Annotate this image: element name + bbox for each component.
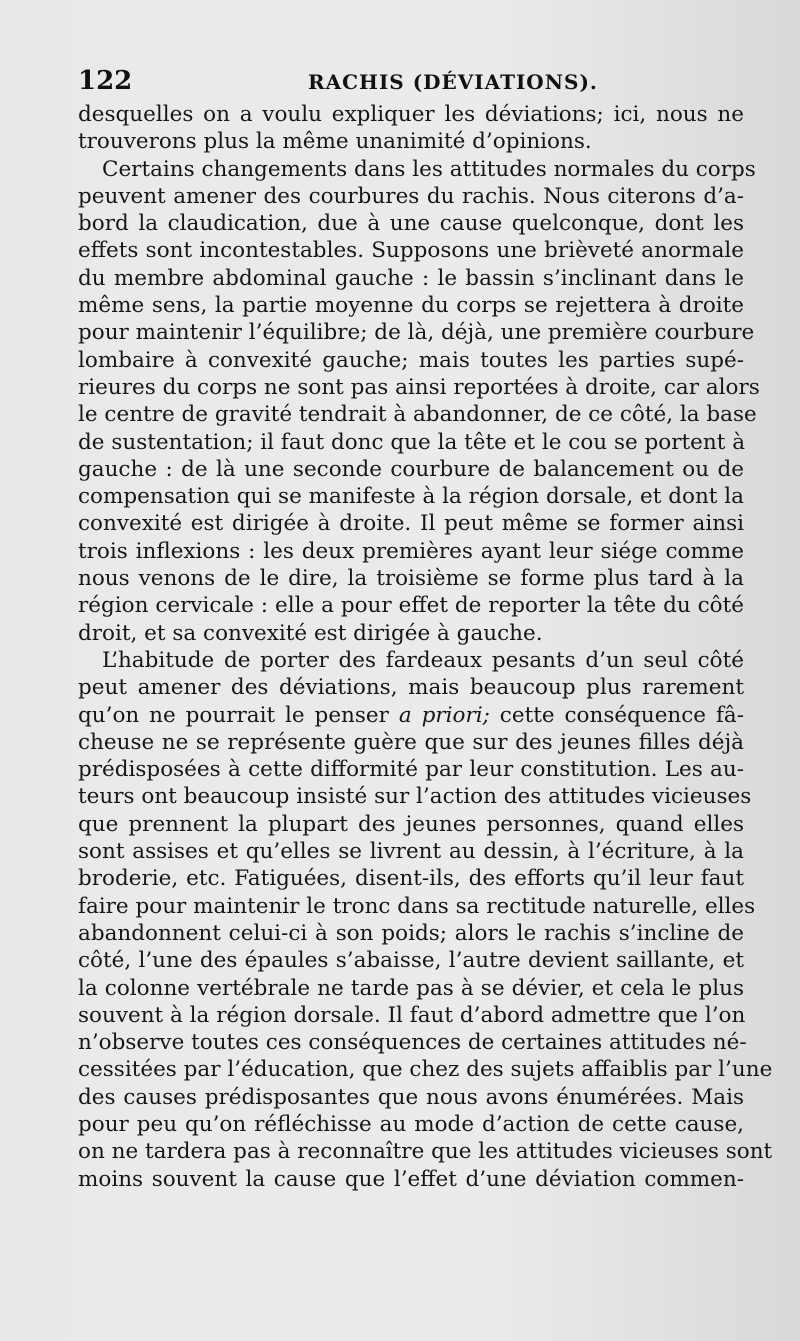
italic-phrase: a priori; (398, 702, 490, 728)
text-line: de sustentation; il faut donc que la tête et le cou se portent à (78, 429, 746, 455)
text-line: faire pour maintenir le tronc dans sa rectitude naturelle, elles (78, 893, 756, 919)
text-line: du membre abdominal gauche : le bassin s’inclinant dans le (78, 265, 744, 291)
text-line: trouverons plus la même unanimité d’opinions. (78, 129, 592, 155)
text-line: région cervicale : elle a pour effet de reporter la tête du côté (78, 593, 744, 619)
text-line: droit, et sa convexité est dirigée à gauche. (78, 620, 543, 646)
text-line: nous venons de le dire, la troisième se forme plus tard à la (78, 566, 744, 592)
text-line (78, 702, 744, 729)
text-line: que prennent la plupart des jeunes personnes, quand elles (78, 811, 744, 837)
text-line: compensation qui se manifeste à la région dorsale, et dont la (78, 484, 744, 510)
text-line: même sens, la partie moyenne du corps se rejettera à droite (78, 293, 744, 319)
text-line: effets sont incontestables. Supposons une brièveté anormale (78, 238, 744, 264)
text-line: prédisposées à cette difformité par leur constitution. Les au- (78, 757, 744, 783)
text-line: le centre de gravité tendrait à abandonner, de ce côté, la base (78, 402, 757, 428)
text-line: bord la claudication, due à une cause quelconque, dont les (78, 211, 744, 237)
text-line: teurs ont beaucoup insisté sur l’action des attitudes vicieuses (78, 784, 752, 810)
text-line: n’observe toutes ces conséquences de certaines attitudes né- (78, 1030, 747, 1056)
text-line: cessitées par l’éducation, que chez des sujets affaiblis par l’une (78, 1057, 773, 1083)
text-line: cheuse ne se représente guère que sur des jeunes filles déjà (78, 729, 744, 755)
text-line: la colonne vertébrale ne tarde pas à se dévier, et cela le plus (78, 975, 744, 1001)
text-line: sont assises et qu’elles se livrent au dessin, à l’écriture, à la (78, 839, 744, 865)
text-line: convexité est dirigée à droite. Il peut même se former ainsi (78, 511, 744, 537)
text-line: des causes prédisposantes que nous avons énumérées. Mais (78, 1084, 744, 1110)
text-line: peuvent amener des courbures du rachis. Nous citerons d’a- (78, 183, 744, 209)
text-line: L’habitude de porter des fardeaux pesants d’un seul côté (102, 647, 744, 673)
text-line: lombaire à convexité gauche; mais toutes les parties supé- (78, 347, 744, 373)
text-line: moins souvent la cause que l’effet d’une déviation commen- (78, 1166, 744, 1192)
text-line: rieures du corps ne sont pas ainsi reportées à droite, car alors (78, 374, 760, 400)
text-line: trois inflexions : les deux premières ayant leur siége comme (78, 538, 744, 564)
text-segment: qu’on ne pourrait le penser (78, 702, 399, 728)
text-line: desquelles on a voulu expliquer les déviations; ici, nous ne (78, 102, 744, 127)
body-text (78, 101, 773, 1193)
page-header (78, 62, 744, 96)
text-line: pour peu qu’on réfléchisse au mode d’action de cette cause, (78, 1111, 744, 1137)
text-line: peut amener des déviations, mais beaucoup plus rarement (78, 675, 744, 701)
text-line: pour maintenir l’équilibre; de là, déjà, une première courbure (78, 320, 755, 346)
page-number: 122 (78, 66, 133, 96)
text-line: broderie, etc. Fatiguées, disent-ils, des efforts qu’il leur faut (78, 866, 744, 892)
text-line: côté, l’une des épaules s’abaisse, l’autre devient saillante, et (78, 948, 744, 974)
text-line: souvent à la région dorsale. Il faut d’abord admettre que l’on (78, 1002, 746, 1028)
text-line: abandonnent celui-ci à son poids; alors le rachis s’incline de (78, 920, 744, 946)
text-line: on ne tardera pas à reconnaître que les attitudes vicieuses sont (78, 1139, 773, 1165)
running-head: RACHIS (DÉVIATIONS). (308, 70, 598, 94)
text-line: Certains changements dans les attitudes normales du corps (102, 156, 756, 182)
text-segment: cette conséquence fâ- (489, 702, 744, 728)
text-line: gauche : de là une seconde courbure de balancement ou de (78, 456, 744, 482)
